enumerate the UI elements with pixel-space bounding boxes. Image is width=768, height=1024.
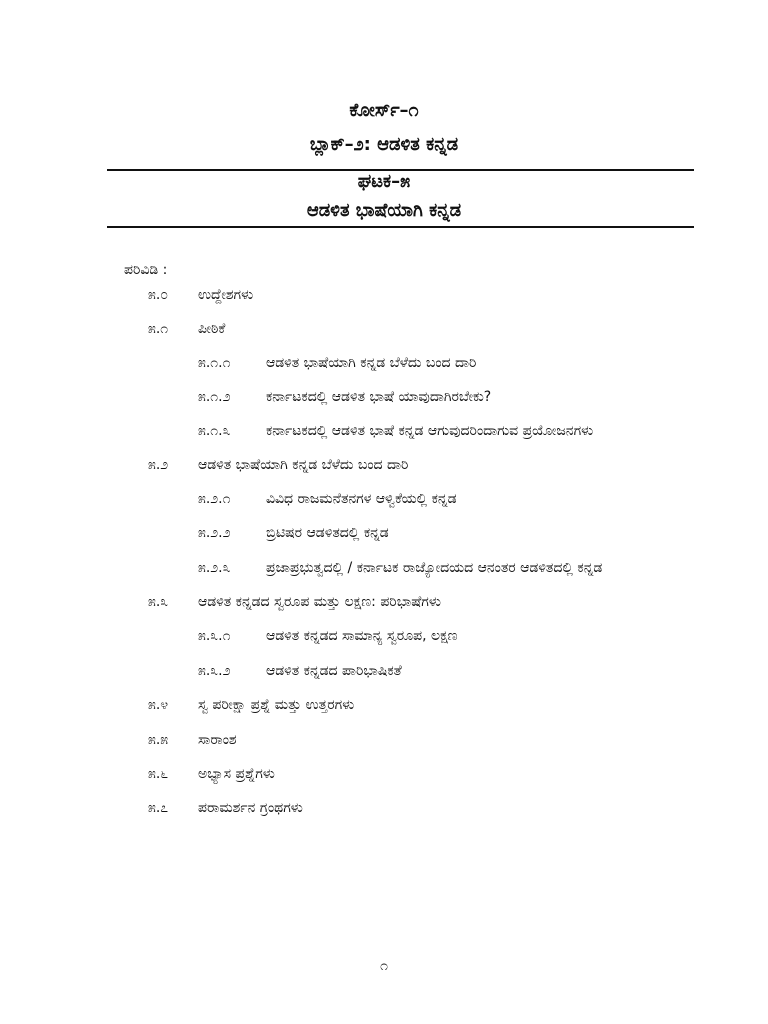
toc-entry-number: ೫.೧ (148, 321, 169, 337)
toc-entry-number: ೫.೨.೨ (198, 525, 231, 541)
toc-entry-number: ೫.೭ (148, 800, 169, 816)
toc-entry-number: ೫.೨ (148, 457, 169, 473)
toc-entry-number: ೫.೧.೨ (198, 389, 231, 405)
toc-entry-number: ೫.೨.೧ (198, 491, 231, 507)
toc-entry-text: ಪೀಠಿಕೆ (198, 321, 226, 337)
toc-entry-number: ೫.೨.೩ (198, 560, 231, 576)
toc-entry-number: ೫.೧.೩ (198, 423, 231, 439)
toc-entry-number: ೫.೦ (148, 287, 169, 303)
toc-entry-text: ಪ್ರಜಾಪ್ರಭುತ್ವದಲ್ಲಿ / ಕರ್ನಾಟಕ ರಾಜ್ಯೋದಯದ ಆನಂತರ ಆಡಳಿತದಲ್ಲಿ ಕನ್ನಡ (266, 560, 603, 576)
toc-entry-number: ೫.೩ (148, 594, 169, 610)
toc-entry-text: ಉದ್ದೇಶಗಳು (198, 287, 254, 303)
page-number: ೧ (380, 958, 388, 974)
toc-entry-text: ಆಡಳಿತ ಭಾಷೆಯಾಗಿ ಕನ್ನಡ ಬೆಳೆದು ಬಂದ ದಾರಿ (198, 457, 409, 473)
bottom-rule (107, 226, 694, 228)
toc-entry-text: ಆಡಳಿತ ಕನ್ನಡದ ಸ್ವರೂಪ ಮತ್ತು ಲಕ್ಷಣ: ಪರಿಭಾಷೆಗಳು (198, 594, 441, 610)
contents-label: ಪರಿವಿಡಿ : (124, 262, 168, 278)
toc-entry-text: ಅಭ್ಯಾಸ ಪ್ರಶ್ನೆಗಳು (198, 766, 275, 782)
toc-entry-text: ಬ್ರಿಟಿಷರ ಆಡಳಿತದಲ್ಲಿ ಕನ್ನಡ (266, 525, 389, 541)
toc-entry-number: ೫.೫ (148, 732, 169, 748)
toc-entry-text: ಸಾರಾಂಶ (198, 732, 237, 748)
toc-entry-number: ೫.೩.೧ (198, 628, 231, 644)
toc-entry-number: ೫.೪ (148, 697, 169, 713)
unit-title: ಘಟಕ–೫ (357, 171, 411, 192)
toc-entry-text: ಪರಾಮರ್ಶನ ಗ್ರಂಥಗಳು (198, 800, 303, 816)
toc-entry-text: ಆಡಳಿತ ಭಾಷೆಯಾಗಿ ಕನ್ನಡ ಬೆಳೆದು ಬಂದ ದಾರಿ (266, 355, 477, 371)
course-title: ಕೋರ್ಸ್–೧ (349, 100, 419, 121)
toc-entry-text: ಸ್ವ ಪರೀಕ್ಷಾ ಪ್ರಶ್ನೆ ಮತ್ತು ಉತ್ತರಗಳು (198, 697, 355, 713)
toc-entry-text: ವಿವಿಧ ರಾಜಮನೆತನಗಳ ಆಳ್ವಿಕೆಯಲ್ಲಿ ಕನ್ನಡ (266, 491, 457, 507)
toc-entry-text: ಆಡಳಿತ ಕನ್ನಡದ ಸಾಮಾನ್ಯ ಸ್ವರೂಪ, ಲಕ್ಷಣ (266, 628, 458, 644)
toc-entry-number: ೫.೩.೨ (198, 663, 231, 679)
toc-entry-text: ಕರ್ನಾಟಕದಲ್ಲಿ ಆಡಳಿತ ಭಾಷೆ ಕನ್ನಡ ಆಗುವುದರಿಂದಾಗುವ ಪ್ರಯೋಜನಗಳು (266, 423, 594, 439)
toc-entry-number: ೫.೬ (148, 766, 169, 782)
toc-entry-text: ಆಡಳಿತ ಕನ್ನಡದ ಪಾರಿಭಾಷಿಕತೆ (266, 663, 402, 679)
toc-entry-text: ಕರ್ನಾಟಕದಲ್ಲಿ ಆಡಳಿತ ಭಾಷೆ ಯಾವುದಾಗಿರಬೇಕು? (266, 389, 492, 405)
unit-subtitle: ಆಡಳಿತ ಭಾಷೆಯಾಗಿ ಕನ್ನಡ (306, 200, 462, 221)
block-title: ಬ್ಲಾಕ್–೨: ಆಡಳಿತ ಕನ್ನಡ (309, 134, 459, 155)
toc-entry-number: ೫.೧.೧ (198, 355, 231, 371)
